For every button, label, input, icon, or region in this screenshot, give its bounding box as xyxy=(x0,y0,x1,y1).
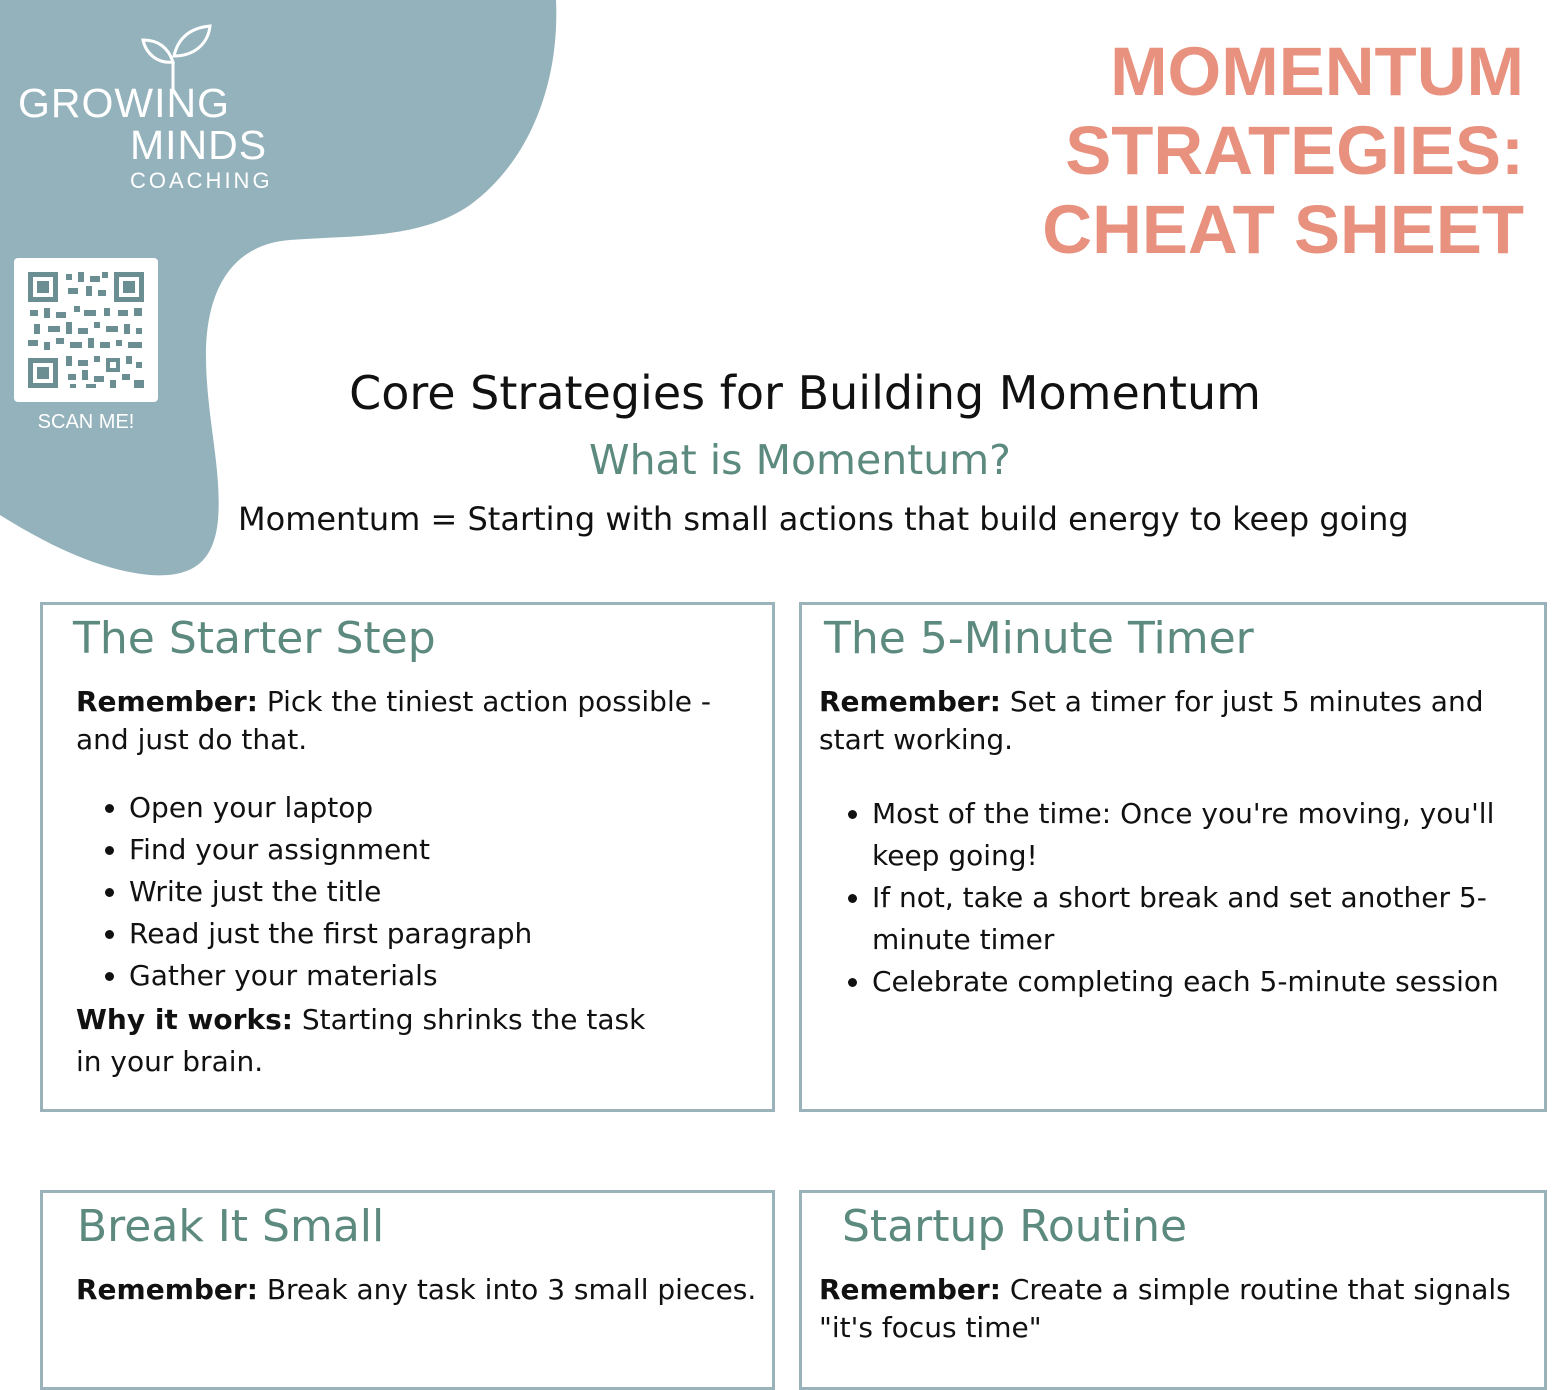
card-title: Startup Routine xyxy=(842,1201,1188,1252)
bullet-list xyxy=(76,787,532,997)
list-item: • If not, take a short break and set another 5-minute timer xyxy=(872,877,1522,961)
page-title xyxy=(1042,32,1524,269)
card-remember xyxy=(76,683,736,759)
list-item: • Find your assignment xyxy=(129,829,532,871)
logo-line-coaching: COACHING xyxy=(130,168,273,193)
remember-text: Set a timer for just 5 minutes and start working. xyxy=(819,685,1484,756)
why-label: Why it works: xyxy=(76,1003,293,1036)
list-item: • Write just the title xyxy=(129,871,532,913)
list-item: • Celebrate completing each 5-minute session xyxy=(872,961,1522,1003)
momentum-definition: Momentum = Starting with small actions that build energy to keep going xyxy=(238,500,1409,538)
bullet-list xyxy=(819,793,1522,1003)
card-remember xyxy=(819,683,1509,759)
remember-label: Remember: xyxy=(819,685,1001,718)
section-subheading: What is Momentum? xyxy=(589,436,1011,484)
card-title: The Starter Step xyxy=(73,613,436,664)
card-5-minute-timer xyxy=(799,602,1547,1112)
remember-label: Remember: xyxy=(76,685,258,718)
card-startup-routine xyxy=(799,1190,1547,1390)
section-heading: Core Strategies for Building Momentum xyxy=(349,366,1261,420)
logo-line-growing: GROWING xyxy=(18,80,230,126)
card-title: Break It Small xyxy=(77,1201,385,1252)
title-line-3: CHEAT SHEET xyxy=(1042,191,1524,268)
card-break-it-small xyxy=(40,1190,775,1390)
remember-label: Remember: xyxy=(76,1273,258,1306)
list-item: • Most of the time: Once you're moving, you'll keep going! xyxy=(872,793,1522,877)
remember-text: Break any task into 3 small pieces. xyxy=(257,1273,757,1306)
title-line-2: STRATEGIES: xyxy=(1065,112,1524,189)
list-item: • Gather your materials xyxy=(129,955,532,997)
scan-me-caption: SCAN ME! xyxy=(37,411,135,433)
list-item: • Open your laptop xyxy=(129,787,532,829)
card-starter-step xyxy=(40,602,775,1112)
card-remember xyxy=(76,1271,766,1309)
remember-text: Create a simple routine that signals "it's focus time" xyxy=(819,1273,1511,1344)
card-why xyxy=(76,999,676,1083)
title-line-1: MOMENTUM xyxy=(1110,33,1524,110)
remember-label: Remember: xyxy=(819,1273,1001,1306)
why-text: Starting shrinks the task in your brain. xyxy=(76,1003,646,1078)
card-remember xyxy=(819,1271,1529,1347)
list-item: • Read just the first paragraph xyxy=(129,913,532,955)
card-title: The 5-Minute Timer xyxy=(824,613,1254,664)
remember-text: Pick the tiniest action possible - and just do that. xyxy=(76,685,711,756)
growing-minds-logo xyxy=(18,22,288,197)
logo-line-minds: MINDS xyxy=(130,122,268,168)
